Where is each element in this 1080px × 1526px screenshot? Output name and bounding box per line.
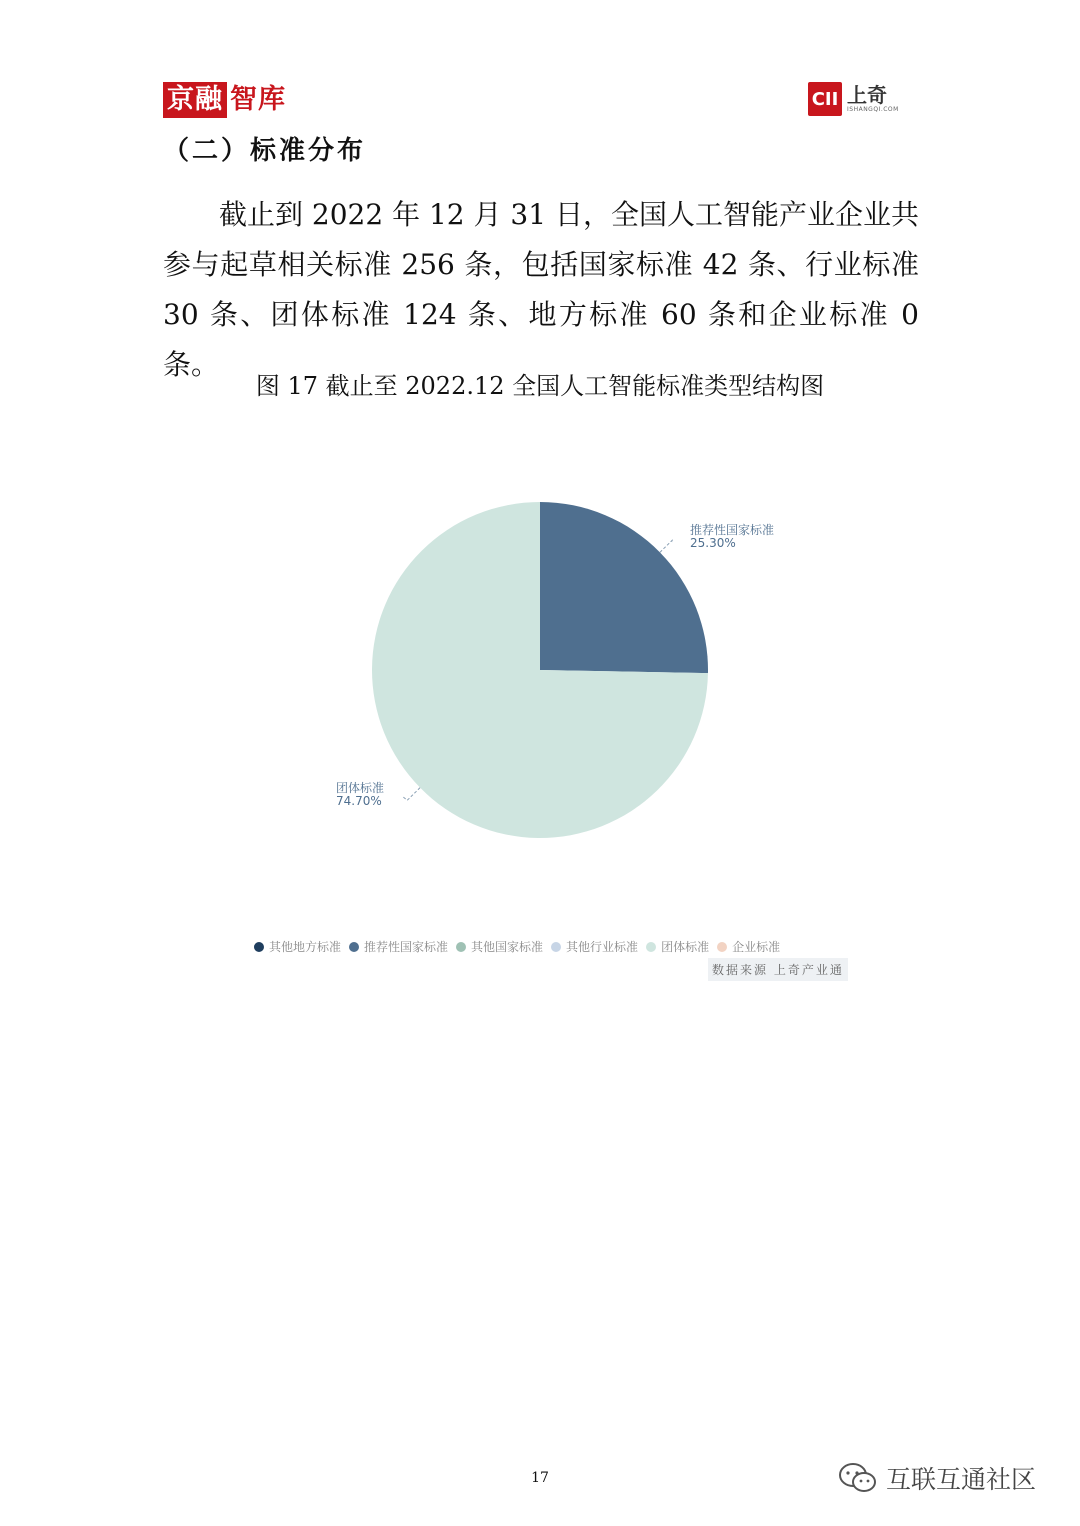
- watermark: [838, 1460, 1036, 1496]
- legend-dot-icon: [349, 942, 359, 952]
- logo-part1: 京融: [163, 82, 227, 118]
- section-title: （二）标准分布: [163, 136, 367, 166]
- legend-item-4[interactable]: [646, 938, 709, 955]
- slice-label-0: 推荐性国家标准: [690, 523, 775, 537]
- watermark-text: 互联互通社区: [886, 1465, 1037, 1494]
- legend-label: 团体标准: [661, 940, 710, 954]
- pie-chart: [0, 430, 1080, 910]
- legend-item-0[interactable]: [254, 938, 341, 955]
- legend-dot-icon: [456, 942, 466, 952]
- slice-value-0: 25.30%: [690, 536, 736, 550]
- chart-legend: [254, 938, 788, 955]
- legend-dot-icon: [646, 942, 656, 952]
- body-paragraph: [163, 190, 919, 390]
- legend-dot-icon: [717, 942, 727, 952]
- wechat-icon: [838, 1462, 878, 1494]
- legend-label: 其他行业标准: [566, 940, 639, 954]
- legend-item-3[interactable]: [551, 938, 638, 955]
- legend-item-1[interactable]: [349, 938, 448, 955]
- shangqi-domain: ISHANGQI.COM: [847, 106, 899, 113]
- legend-label: 企业标准: [732, 940, 781, 954]
- slice-value-1: 74.70%: [336, 794, 382, 808]
- legend-dot-icon: [551, 942, 561, 952]
- figure-caption: 图 17 截止至 2022.12 全国人工智能标准类型结构图: [255, 372, 825, 400]
- shangqi-logo: [808, 82, 899, 116]
- legend-dot-icon: [254, 942, 264, 952]
- leader-line-0: [660, 540, 673, 553]
- pie-slice-0: [540, 502, 708, 673]
- slice-label-1: 团体标准: [336, 781, 385, 795]
- legend-label: 其他国家标准: [471, 940, 544, 954]
- shangqi-name: 上奇: [847, 83, 887, 107]
- legend-label: 推荐性国家标准: [364, 940, 449, 954]
- page-number: 17: [531, 1470, 549, 1486]
- leader-line-1: [402, 788, 420, 801]
- jingrong-logo: [163, 82, 286, 118]
- logo-part2: 智库: [230, 84, 286, 115]
- paragraph-text: 截止到 2022 年 12 月 31 日，全国人工智能产业企业共参与起草相关标准 256 条，包括国家标准 42 条、行业标准 30 条、团体标准 124 条、地方标准 60 条和企业标准 0 条。: [163, 198, 919, 381]
- legend-label: 其他地方标准: [269, 940, 342, 954]
- data-source: 数据来源 上奇产业通: [708, 958, 848, 981]
- legend-item-5[interactable]: [717, 938, 780, 955]
- legend-item-2[interactable]: [456, 938, 543, 955]
- shangqi-mark: CII: [808, 82, 842, 116]
